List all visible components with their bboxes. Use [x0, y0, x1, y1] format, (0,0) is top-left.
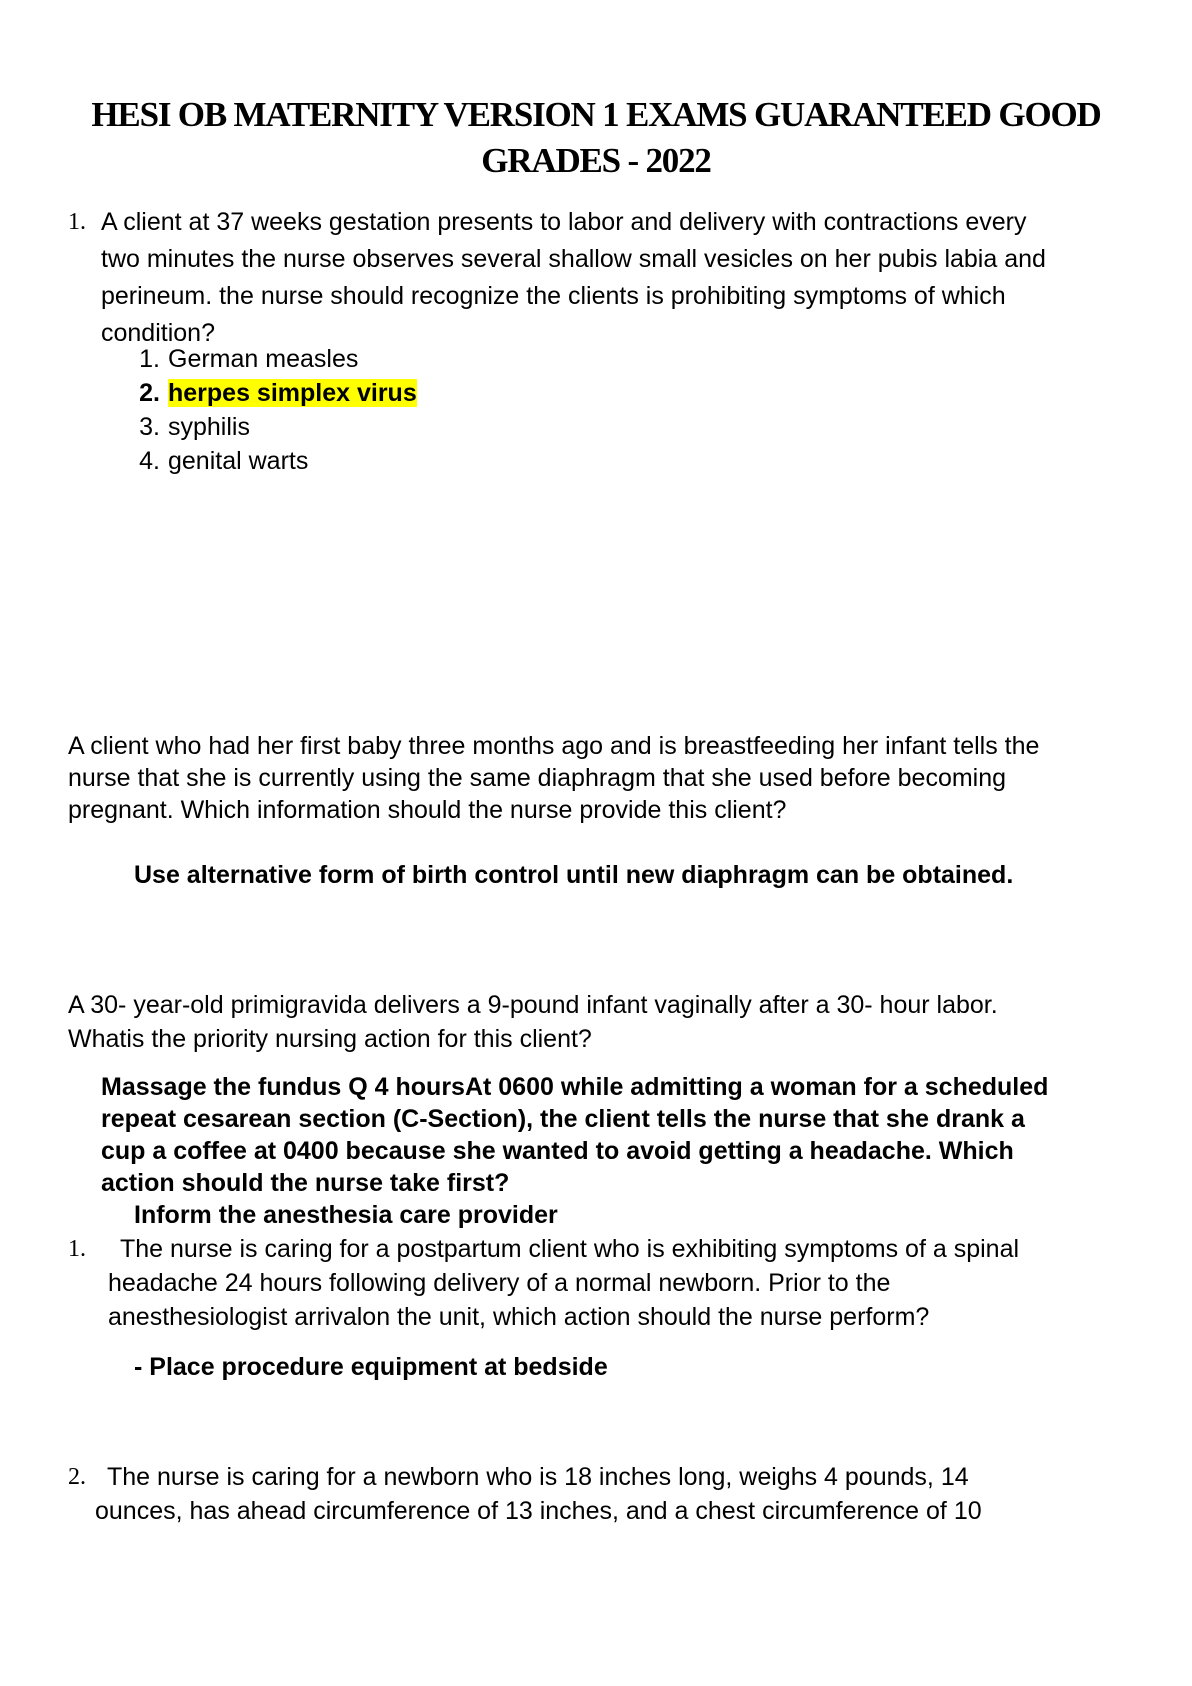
q1-option-1 — [124, 341, 358, 378]
q2-answer: Use alternative form of birth control until new diaphragm can be obtained. — [134, 861, 1014, 889]
q1-number: 1. — [68, 209, 86, 235]
option-text: genital warts — [168, 447, 309, 475]
option-text: German measles — [168, 345, 359, 373]
q1-option-4 — [124, 443, 308, 480]
document-title: HESI OB MATERNITY VERSION 1 EXAMS GUARANTEED GOOD GRADES - 2022 — [91, 95, 1101, 180]
q2-text: A client who had her first baby three months ago and is breastfeeding her infant tells the nurse that she is currently using the same diaphragm that she used before becoming pregnant. Which information should the nurse provide this client? — [68, 732, 1040, 824]
option-text: syphilis — [168, 413, 250, 441]
q4-answer: - Place procedure equipment at bedside — [134, 1353, 608, 1381]
option-number: 4. — [139, 447, 160, 475]
q4-number: 1. — [68, 1236, 86, 1262]
option-number: 3. — [139, 413, 160, 441]
q3-text: A 30- year-old primigravida delivers a 9-pound infant vaginally after a 30- hour labor. Whatis the priority nursing action for this client? — [68, 991, 998, 1053]
option-number: 1. — [139, 345, 160, 373]
q3-answer-2: Inform the anesthesia care provider — [134, 1201, 558, 1229]
q1-option-3 — [124, 409, 250, 446]
q5-number: 2. — [68, 1464, 86, 1490]
q1-text: A client at 37 weeks gestation presents to labor and delivery with contractions every two minutes the nurse observes several shallow small vesicles on her pubis labia and perineum. the nurse should recognize the clients is prohibiting symptoms of which condition? — [101, 208, 1046, 347]
q4-text: The nurse is caring for a postpartum client who is exhibiting symptoms of a spinal headache 24 hours following delivery of a normal newborn. Prior to the anesthesiologist arrivalon the unit, which action should the nurse perform? — [108, 1235, 1020, 1331]
q1-option-2-correct — [124, 375, 417, 412]
option-number: 2. — [139, 379, 160, 407]
q5-text: The nurse is caring for a newborn who is 18 inches long, weighs 4 pounds, 14 ounces, has ahead circumference of 13 inches, and a chest circumference of 10 — [95, 1463, 982, 1525]
highlighted-answer: herpes simplex virus — [168, 379, 417, 407]
q3-answer: Massage the fundus Q 4 hoursAt 0600 while admitting a woman for a scheduled repeat cesarean section (C-Section), the client tells the nurse that she drank a cup a coffee at 0400 because she wanted to avoid getting a headache. Which action should the nurse take first? — [101, 1073, 1049, 1197]
